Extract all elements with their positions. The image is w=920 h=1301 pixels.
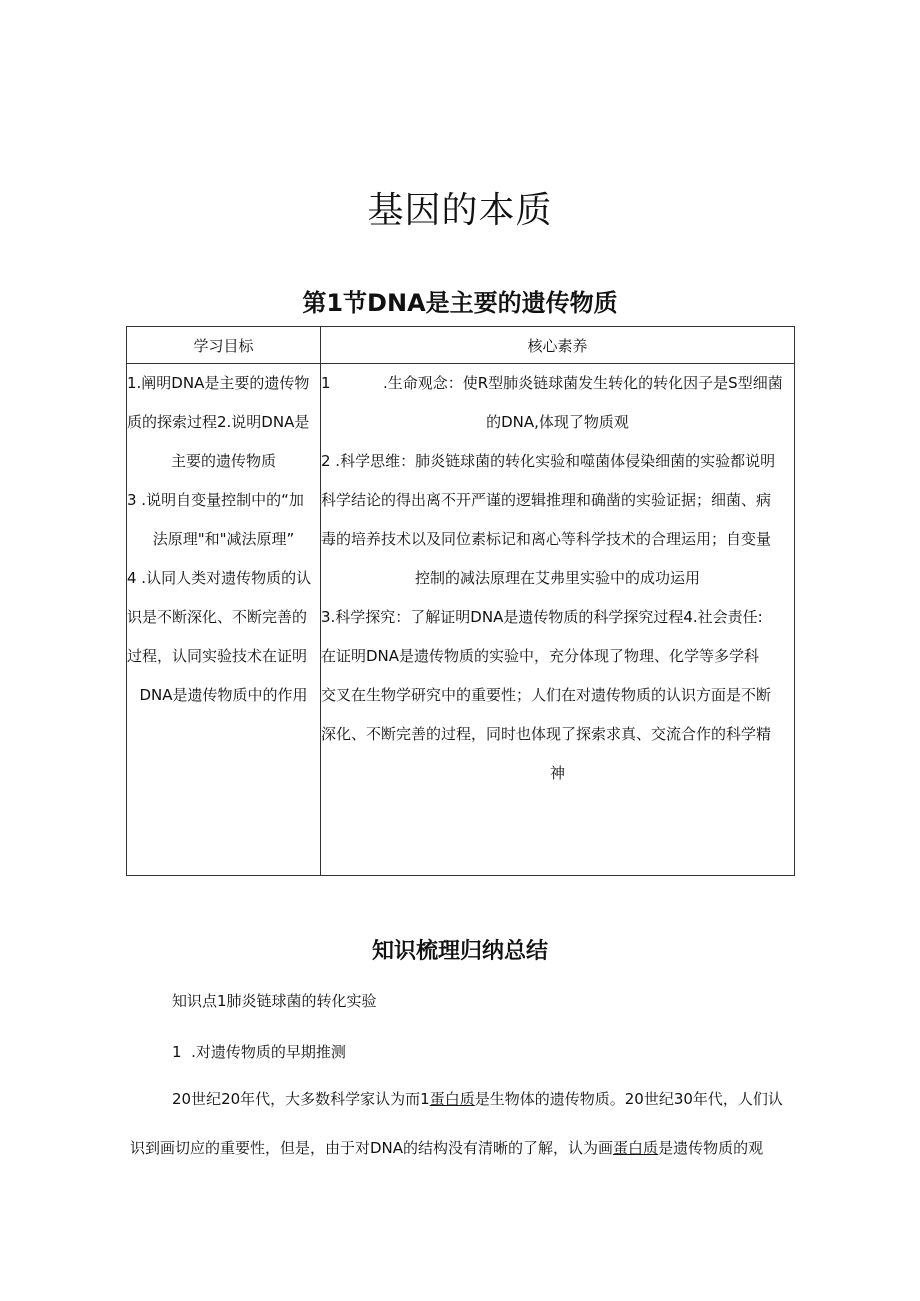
literacy-line: 在证明DNA是遗传物质的实验中，充分体现了物理、化学等多学科 [321, 647, 760, 665]
literacy-line: 交叉在生物学研究中的重要性；人们在对遗传物质的认识方面是不断 [321, 686, 772, 704]
header-core-literacy: 核心素养 [321, 327, 795, 364]
text-run: 是生物体的遗传物质。20世纪30年代，人们认 [474, 1090, 783, 1108]
text-run: 识到画切应的重要性，但是，由于对DNA的结构没有清晰的了解，认为画 [130, 1139, 614, 1157]
goal-line: 法原理"和"减法原理” [152, 530, 295, 548]
goal-line: 3 .说明自变量控制中的“加 [127, 491, 304, 509]
item-heading: 1 .对遗传物质的早期推测 [172, 1043, 346, 1061]
page-title: 基因的本质 [367, 190, 553, 231]
literacy-line: 2 .科学思维：肺炎链球菌的转化实验和噬菌体侵染细菌的实验都说明 [321, 452, 776, 470]
literacy-line: 神 [549, 764, 565, 782]
goal-line: 识是不断深化、不断完善的 [127, 608, 308, 626]
table-body-row [127, 364, 795, 876]
underlined-term: 蛋白质 [613, 1139, 659, 1157]
text-run: 是遗传物质的观 [658, 1139, 764, 1157]
knowledge-point-title: 知识点1肺炎链球菌的转化实验 [172, 992, 377, 1010]
literacy-line: 毒的培养技术以及同位素标记和离心等科学技术的合理运用；自变量 [321, 530, 772, 548]
literacy-line: 的DNA,体现了物质观 [486, 413, 629, 431]
underlined-term: 蛋白质 [429, 1090, 475, 1108]
section-subtitle: 第1节DNA是主要的遗传物质 [302, 289, 618, 317]
body-paragraph-line [172, 1088, 783, 1109]
goal-line: 主要的遗传物质 [170, 452, 276, 470]
learning-goals-cell [127, 364, 321, 876]
literacy-line: 1 .生命观念：使R型肺炎链球菌发生转化的转化因子是S型细菌 [321, 374, 783, 392]
body-paragraph-line [130, 1137, 763, 1158]
goal-line: 1.阐明DNA是主要的遗传物 [127, 374, 310, 392]
goal-line: 质的探索过程2.说明DNA是 [127, 413, 310, 431]
literacy-line: 深化、不断完善的过程，同时也体现了探索求真、交流合作的科学精 [321, 725, 772, 743]
literacy-line: 3.科学探究：了解证明DNA是遗传物质的科学探究过程4.社会责任: [321, 608, 763, 626]
knowledge-summary-heading: 知识梳理归纳总结 [371, 939, 548, 964]
goal-line: DNA是遗传物质中的作用 [139, 686, 308, 704]
literacy-line: 科学结论的得出离不开严谨的逻辑推理和确凿的实验证据；细菌、病 [321, 491, 772, 509]
text-run: 20世纪20年代，大多数科学家认为而1 [172, 1090, 430, 1108]
objectives-table [126, 326, 795, 876]
table-header-row [127, 327, 795, 364]
literacy-line: 控制的减法原理在艾弗里实验中的成功运用 [414, 569, 700, 587]
goal-line: 4 .认同人类对遗传物质的认 [127, 569, 312, 587]
goal-line: 过程，认同实验技术在证明 [127, 647, 308, 665]
core-literacy-cell [321, 364, 795, 876]
header-learning-goals: 学习目标 [127, 327, 321, 364]
